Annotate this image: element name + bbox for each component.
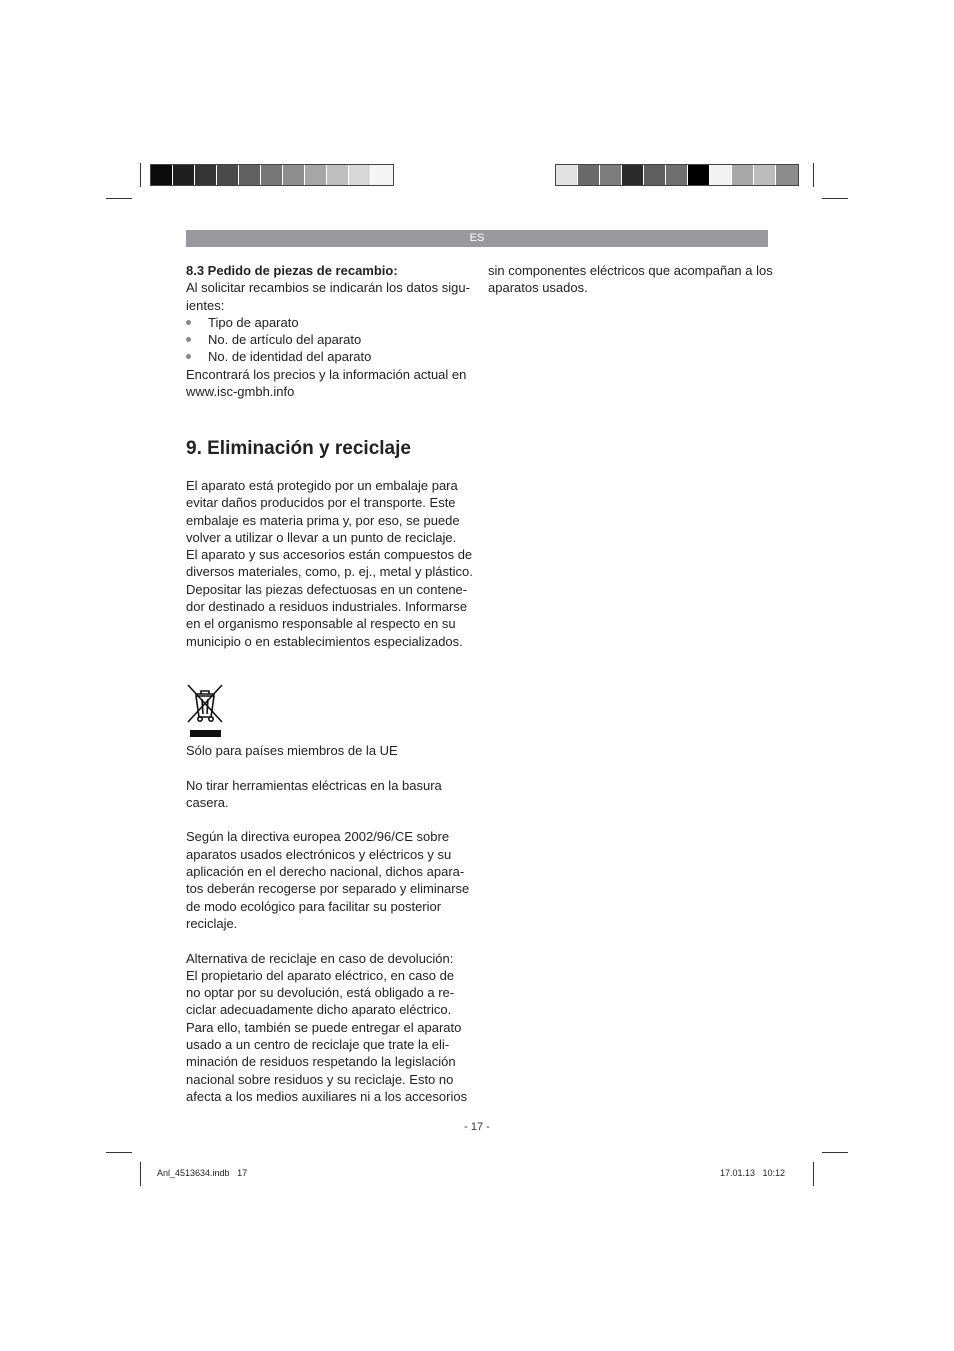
- color-swatch: [666, 165, 688, 185]
- body-line: dor destinado a residuos industriales. Informarse: [186, 599, 468, 615]
- body-line: en el organismo responsable al respecto en su: [186, 616, 456, 632]
- color-swatch: [239, 165, 261, 185]
- section-9-heading-wrap: [186, 437, 476, 461]
- list-item: [186, 331, 476, 348]
- body-line: tos deberán recogerse por separado y eliminarse: [186, 881, 470, 897]
- body-line: volver a utilizar o llevar a un punto de reciclaje.: [186, 529, 457, 545]
- body-line: No tirar herramientas eléctricas en la basura: [186, 777, 442, 793]
- list-item: [186, 348, 476, 365]
- crop-mark: [813, 163, 814, 187]
- website-link[interactable]: www.isc-gmbh.info: [186, 384, 295, 400]
- language-bar: ES: [186, 230, 768, 247]
- section-heading: 8.3 Pedido de piezas de recambio:: [186, 263, 398, 278]
- bullet-icon: [186, 320, 191, 325]
- color-swatch: [622, 165, 644, 185]
- body-line: Depositar las piezas defectuosas en un contene-: [186, 581, 468, 597]
- color-swatch: [754, 165, 776, 185]
- color-swatch: [173, 165, 195, 185]
- color-swatch-bar-left: [150, 164, 394, 186]
- body-line: Para ello, también se puede entregar el aparato: [186, 1019, 462, 1035]
- page-number: - 17 -: [464, 1121, 490, 1133]
- color-swatch: [578, 165, 600, 185]
- body-line: no optar por su devolución, está obligado a re-: [186, 985, 455, 1001]
- body-line: minación de residuos respetando la legislación: [186, 1054, 456, 1070]
- color-swatch: [217, 165, 239, 185]
- crop-mark: [106, 1152, 132, 1153]
- color-swatch: [710, 165, 732, 185]
- color-swatch: [305, 165, 327, 185]
- crop-mark: [140, 1162, 141, 1186]
- body-line: nacional sobre residuos y su reciclaje. Esto no: [186, 1071, 454, 1087]
- body-line: Alternativa de reciclaje en caso de devolución:: [186, 950, 454, 966]
- body-line: reciclaje.: [186, 915, 238, 931]
- body-line: ciclar adecuadamente dicho aparato eléctrico.: [186, 1002, 452, 1018]
- body-line: evitar daños producidos por el transporte. Este: [186, 495, 456, 511]
- body-line: Al solicitar recambios se indicarán los datos sigu-: [186, 280, 470, 296]
- color-swatch: [644, 165, 666, 185]
- crop-mark: [106, 198, 132, 199]
- body-line: aparatos usados electrónicos y eléctricos y su: [186, 846, 452, 862]
- body-line: diversos materiales, como, p. ej., metal y plástico.: [186, 564, 473, 580]
- body-line: Encontrará los precios y la información actual en: [186, 366, 467, 382]
- right-column: [488, 262, 778, 297]
- color-swatch-bar-right: [555, 164, 799, 186]
- body-line: Sólo para países miembros de la UE: [186, 743, 398, 758]
- color-swatch: [283, 165, 305, 185]
- crop-mark: [140, 163, 141, 187]
- color-swatch: [776, 165, 798, 185]
- body-line: El propietario del aparato eléctrico, en caso de: [186, 967, 455, 983]
- color-swatch: [732, 165, 754, 185]
- crop-mark: [813, 1162, 814, 1186]
- body-line: ientes:: [186, 297, 225, 313]
- crop-mark: [822, 1152, 848, 1153]
- body-line: de modo ecológico para facilitar su posterior: [186, 898, 442, 914]
- color-swatch: [600, 165, 622, 185]
- color-swatch: [327, 165, 349, 185]
- crop-mark: [822, 198, 848, 199]
- body-line: aparatos usados.: [488, 280, 588, 296]
- packaging-paragraph: [186, 477, 476, 650]
- color-swatch: [371, 165, 393, 185]
- list-item-text: No. de artículo del aparato: [208, 332, 362, 348]
- body-line: sin componentes eléctricos que acompañan a los: [488, 263, 773, 278]
- body-line: municipio o en establecimientos especializados.: [186, 633, 463, 649]
- bullet-list: [186, 314, 476, 366]
- weee-bin-icon: [186, 684, 224, 738]
- color-swatch: [556, 165, 578, 185]
- color-swatch: [688, 165, 710, 185]
- section-heading: 9. Eliminación y reciclaje: [186, 438, 411, 459]
- footer-filename: Anl_4513634.indb 17: [157, 1168, 248, 1178]
- bullet-icon: [186, 337, 191, 342]
- eu-paragraphs: [186, 742, 476, 1105]
- body-line: El aparato y sus accesorios están compuestos de: [186, 547, 473, 563]
- bullet-icon: [186, 354, 191, 359]
- body-line: Según la directiva europea 2002/96/CE sobre: [186, 829, 450, 845]
- footer-datetime: 17.01.13 10:12: [720, 1168, 786, 1178]
- list-item: [186, 314, 476, 331]
- color-swatch: [349, 165, 371, 185]
- body-line: El aparato está protegido por un embalaje para: [186, 478, 458, 493]
- body-line: casera.: [186, 794, 229, 810]
- body-line: afecta a los medios auxiliares ni a los accesorios: [186, 1088, 468, 1104]
- color-swatch: [261, 165, 283, 185]
- body-line: aplicación en el derecho nacional, dichos apara-: [186, 864, 465, 880]
- body-line: embalaje es materia prima y, por eso, se puede: [186, 512, 460, 528]
- color-swatch: [151, 165, 173, 185]
- color-swatch: [195, 165, 217, 185]
- list-item-text: No. de identidad del aparato: [208, 349, 372, 365]
- list-item-text: Tipo de aparato: [208, 314, 299, 330]
- left-column: [186, 262, 476, 400]
- body-line: usado a un centro de reciclaje que trate la eli-: [186, 1037, 450, 1053]
